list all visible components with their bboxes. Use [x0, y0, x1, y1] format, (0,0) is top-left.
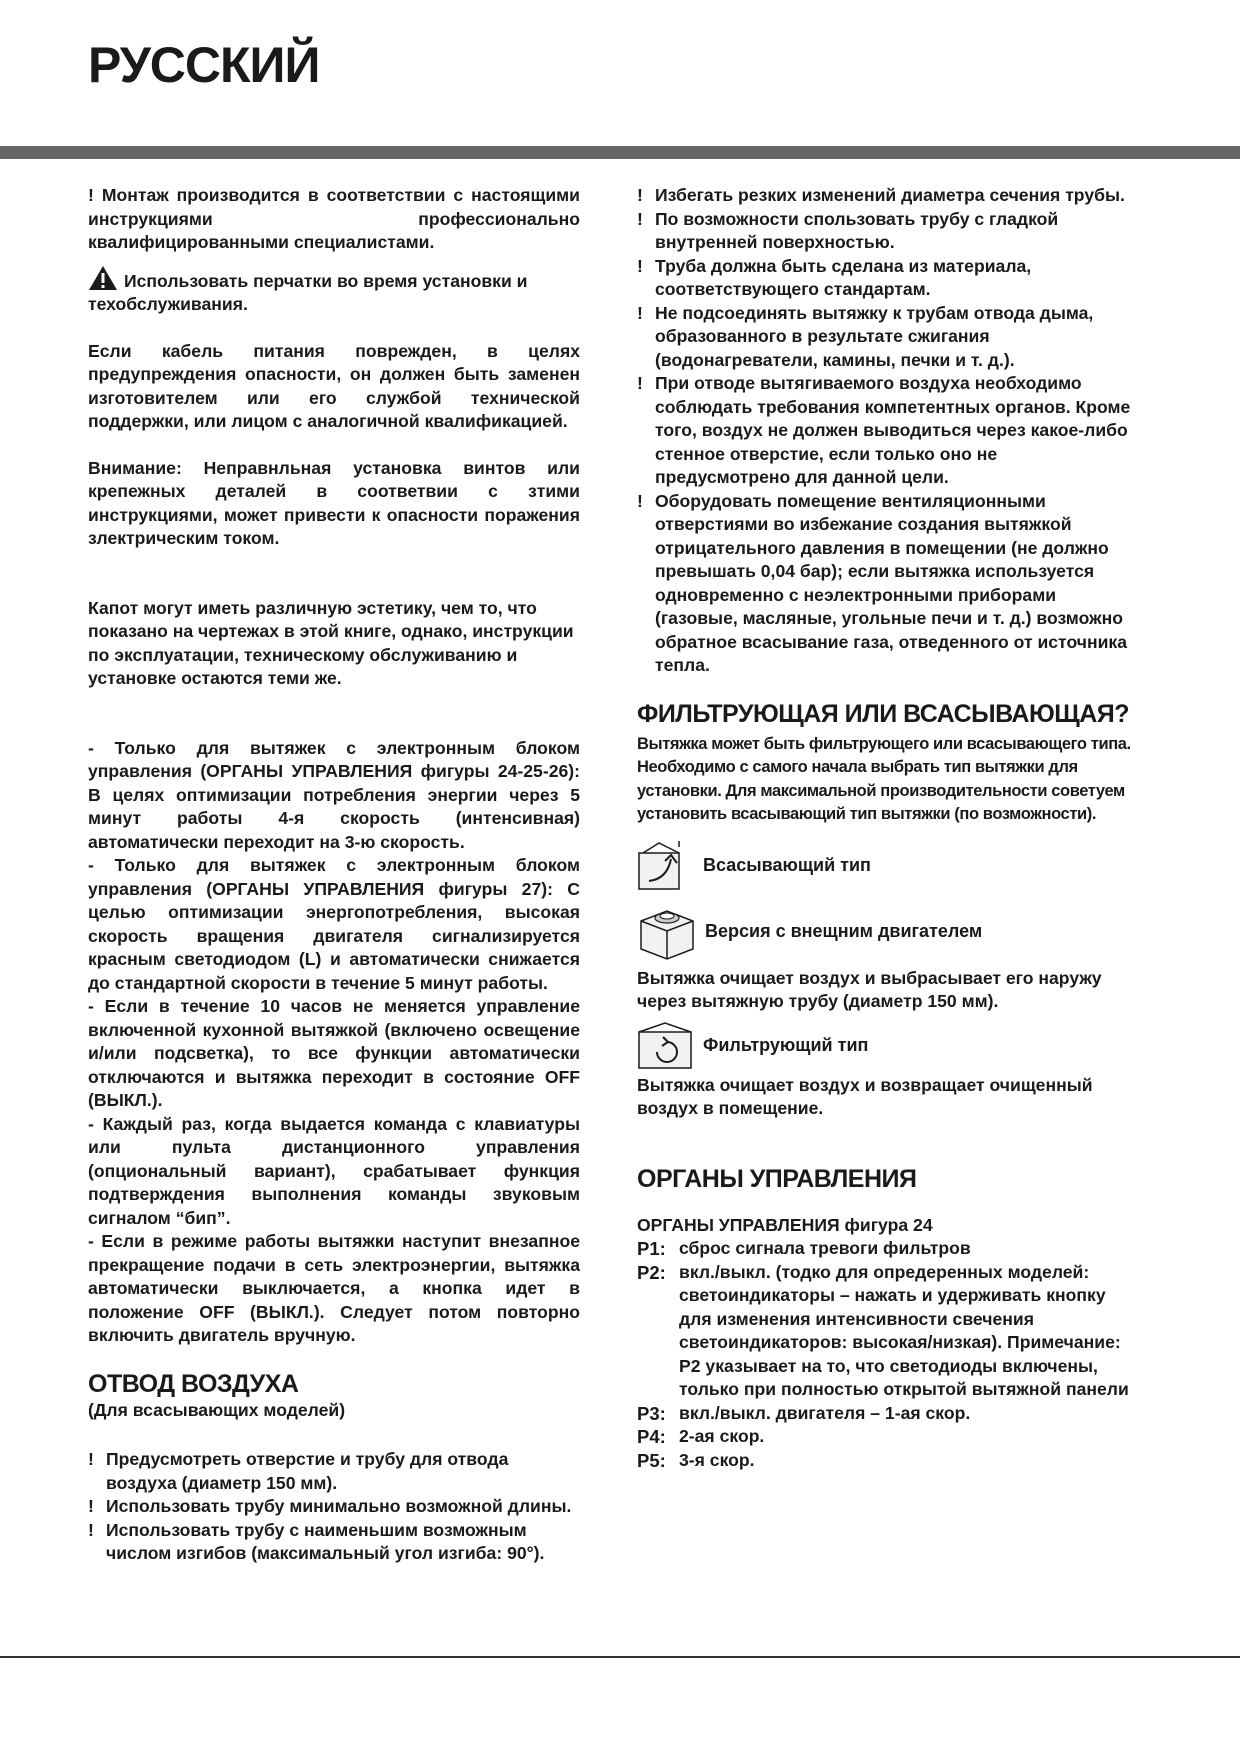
control-item: P3: вкл./выкл. двигателя – 1-ая скор.	[637, 1402, 971, 1424]
suction-type-text: Вытяжка очищает воздух и выбрасывает его наружу через вытяжную трубу (диаметр 150 мм).	[637, 967, 1102, 1011]
external-motor-icon	[637, 903, 697, 961]
gloves-warning	[88, 265, 580, 317]
note-item: - Только для вытяжек с электронным блоком управления (ОРГАНЫ УПРАВЛЕНИЯ фигуры 24-25-26): В целях оптимизации потребления энергии через 5 минут работы 4-я скорость (интенсивная) автоматически переходит на 3-ю скорость.	[88, 737, 580, 852]
controls-list	[637, 1237, 1137, 1472]
suction-type-label: Всасывающий тип	[703, 854, 871, 875]
controls-subheading: ОРГАНЫ УПРАВЛЕНИЯ фигура 24	[637, 1214, 933, 1235]
left-column	[88, 184, 580, 1566]
filtering-type-label: Фильтрующий тип	[703, 1034, 869, 1055]
attention-note: Внимание: Неправнльная установка винтов или крепежных деталей в соответвии с зтими инструкциями, может привести к опасности поражения злектрическим током.	[88, 457, 580, 548]
filtering-type-text: Вытяжка очищает воздух и возвращает очищенный воздух в помещение.	[637, 1074, 1093, 1118]
suction-type-icon	[637, 841, 695, 891]
filtering-type-row	[637, 1022, 1137, 1070]
list-item: ! При отводе вытягиваемого воздуха необходимо соблюдать требования компетентных органов. Кроме того, воздух не должен выводиться через какое-либо стенное отверстие, если только оно не предусмотрено для данной цели.	[637, 373, 1131, 487]
list-item: ! Труба должна быть сделана из материала, соответствующего стандартам.	[637, 255, 1032, 299]
list-item: ! Использовать трубу минимально возможной длины.	[88, 1496, 572, 1516]
air-exhaust-list	[88, 1448, 580, 1566]
filter-type-heading: ФИЛЬТРУЮЩАЯ ИЛИ ВСАСЫВАЮЩАЯ?	[637, 699, 1130, 728]
right-column	[637, 184, 1137, 1472]
external-motor-label: Версия с внещним двигателем	[705, 920, 983, 941]
note-item: - Каждый раз, когда выдается команда с клавиатуры или пульта дистанционного управления (опциональный вариант), срабатывает функция подтверждения выполнения команды звуковым сигналом “бип”.	[88, 1113, 580, 1228]
list-item: ! Использовать трубу с наименьшим возможным числом изгибов (максимальный угол изгиба: 90°).	[88, 1519, 545, 1563]
control-item: P2: вкл./выкл. (тодко для опредеренных моделей: светоиндикаторы – нажать и удерживать кнопку для изменения интенсивности свечения светоиндикаторов: высокая/низкая). Примечание: P2 указывает на то, что светодиоды включены, только при полностью открытой вытяжной панели	[637, 1261, 1129, 1399]
list-item: ! Оборудовать помещение вентиляционными отверстиями во избежание создания вытяжкой отрицательного давления в помещении (не должно превышать 0,04 бар); если вытяжка используется одновременно с неэлектронными приборами (газовые, масляные, угольные печи и т. д.) возможно обратное всасывание газа, отведенного от источника тепла.	[637, 490, 1127, 675]
controls-heading: ОРГАНЫ УПРАВЛЕНИЯ	[637, 1164, 917, 1193]
list-item: ! Не подсоединять вытяжку к трубам отвода дыма, образованного в результате сжигания (водонагреватели, камины, печки и т. д.).	[637, 302, 1094, 370]
warning-triangle-icon	[88, 265, 118, 291]
electronic-notes	[88, 737, 580, 1348]
power-cable-note: Если кабель питания поврежден, в целях предупреждения опасности, он должен быть заменен изготовителем или его службой технической поддержки, или лицом с аналогичной квалификацией.	[88, 340, 580, 431]
control-item: P5: 3-я скор.	[637, 1449, 755, 1471]
control-item: P1: сброс сигнала тревоги фильтров	[637, 1238, 971, 1259]
installation-intro: ! Монтаж производится в соответствии с настоящими инструкциями профессионально квалифицированными специалистами.	[88, 185, 580, 252]
suction-type-row	[637, 841, 1137, 891]
list-item: ! По возможности спользовать трубу с гладкой внутренней поверхностью.	[637, 208, 1059, 252]
hood-aesthetics-note: Капот могут иметь различную эстетику, чем то, что показано на чертежах в этой книге, однако, инструкции по эксплуатации, техническому обслуживанию и установке остаются теми же.	[88, 597, 574, 688]
control-item: P4: 2-ая скор.	[637, 1426, 765, 1447]
note-item: - Если в течение 10 часов не меняется управление включенной кухонной вытяжкой (включено освещение и/или подсветка), то все функции автоматически отключаются и вытяжка переходит в состояние OFF (ВЫКЛ.).	[88, 996, 580, 1110]
header-divider	[0, 146, 1240, 159]
duct-requirements-list	[637, 184, 1137, 678]
page-title: РУССКИЙ	[88, 37, 320, 93]
footer-divider	[0, 1656, 1240, 1658]
note-item: - Только для вытяжек с электронным блоком управления (ОРГАНЫ УПРАВЛЕНИЯ фигуры 27): С целью оптимизации энергопотребления, высокая скорость вращения двигателя сигнализируется красным светодиодом (L) и автоматически снижается до стандартной скорости в течение 5 минут работы.	[88, 855, 580, 993]
note-item: - Если в режиме работы вытяжки наступит внезапное прекращение подачи в сеть электроэнергии, вытяжка автоматически выключается, а кнопка идет в положение OFF (ВЫКЛ.). Следует потом повторно включить двигатель вручную.	[88, 1231, 580, 1345]
external-motor-row	[637, 903, 1137, 961]
filtering-type-icon	[637, 1022, 695, 1070]
list-item: ! Избегать резких изменений диаметра сечения трубы.	[637, 185, 1125, 205]
filter-type-text: Вытяжка может быть фильтрующего или всасывающего типа. Необходимо с самого начала выбрать тип вытяжки для установки. Для максимальной производительности советуем установить всасывающий тип вытяжки (по возможности).	[637, 734, 1131, 823]
list-item: ! Предусмотреть отверстие и трубу для отвода воздуха (диаметр 150 мм).	[88, 1449, 509, 1493]
air-exhaust-subtitle: (Для всасывающих моделей)	[88, 1399, 346, 1420]
air-exhaust-heading: ОТВОД ВОЗДУХА	[88, 1369, 299, 1398]
gloves-text: Использовать перчатки во время установки и техобслуживания.	[88, 270, 528, 314]
